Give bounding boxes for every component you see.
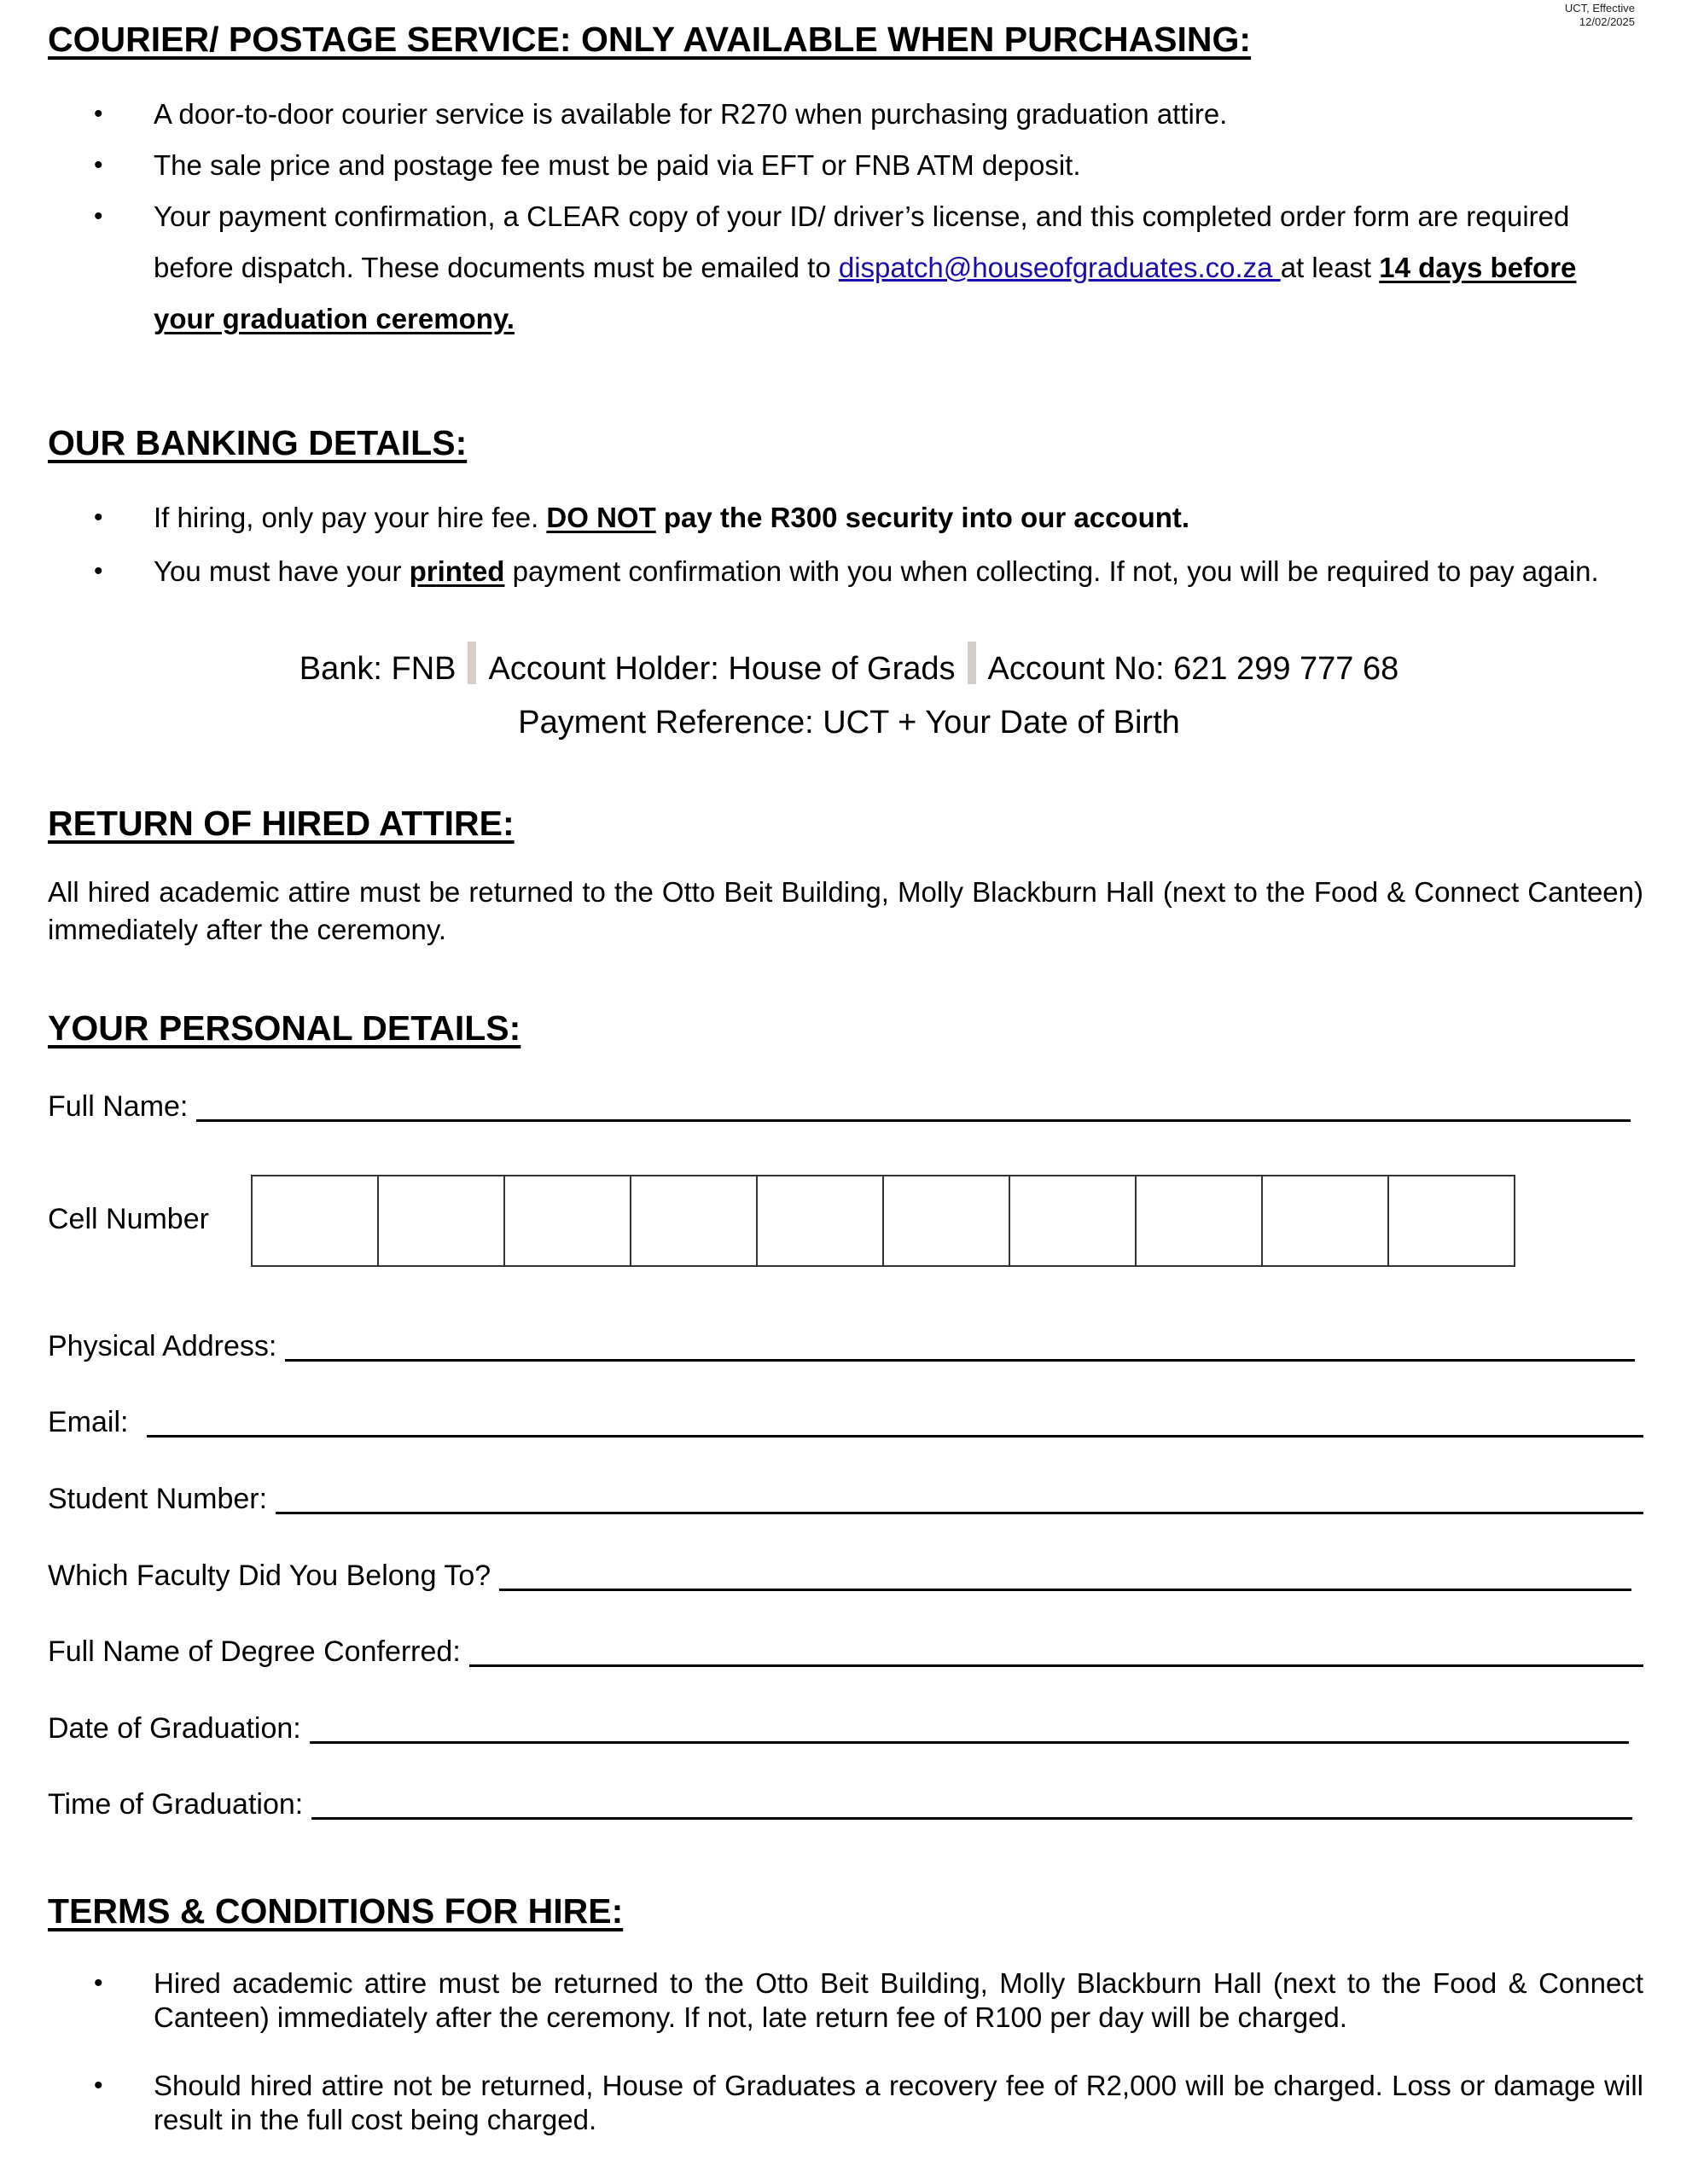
- cell-digit-box[interactable]: [1387, 1175, 1515, 1267]
- graduation-time-label: Time of Graduation:: [48, 1788, 304, 1821]
- banking-heading: OUR BANKING DETAILS:: [48, 423, 468, 462]
- cell-number-label: Cell Number: [48, 1203, 209, 1235]
- student-number-field[interactable]: [48, 1483, 1643, 1516]
- cell-digit-box[interactable]: [251, 1175, 379, 1267]
- printed-text: printed: [409, 555, 505, 587]
- courier-item-2: • The sale price and postage fee must be paid via EFT or FNB ATM deposit.: [154, 140, 1643, 191]
- cell-digit-box[interactable]: [1009, 1175, 1137, 1267]
- account-number: Account No: 621 299 777 68: [987, 651, 1399, 687]
- cell-digit-box[interactable]: [630, 1175, 758, 1267]
- separator-bar: [968, 642, 976, 684]
- email-label: Email:: [48, 1406, 129, 1438]
- banking-item-2: • You must have your printed payment confirmation with you when collecting. If not, you will be required to pay again.: [154, 544, 1643, 598]
- terms-item-1: • Hired academic attire must be returned to the Otto Beit Building, Molly Blackburn Hall (next to the Food & Connect Canteen) immediately after the ceremony. If not, late return fee of R100 per day will be charged.: [94, 1967, 1643, 2033]
- bank-name: Bank: FNB: [299, 651, 456, 687]
- cell-digit-box[interactable]: [1261, 1175, 1389, 1267]
- deadline-text: 14 days before your graduation ceremony.: [154, 252, 1577, 334]
- terms-item-2: • Should hired attire not be returned, House of Graduates a recovery fee of R2,000 will be charged. Loss or damage will result in the full cost being charged.: [94, 2070, 1643, 2135]
- faculty-field[interactable]: [48, 1560, 1631, 1593]
- cell-digit-box[interactable]: [1135, 1175, 1263, 1267]
- terms-heading: TERMS & CONDITIONS FOR HIRE:: [48, 1891, 624, 1931]
- physical-address-field[interactable]: [48, 1330, 1635, 1363]
- bullet-icon: •: [94, 2071, 103, 2100]
- bullet-icon: •: [94, 557, 103, 585]
- cell-digit-box[interactable]: [882, 1175, 1010, 1267]
- dispatch-email-link[interactable]: dispatch@houseofgraduates.co.za: [838, 252, 1281, 283]
- faculty-label: Which Faculty Did You Belong To?: [48, 1560, 491, 1592]
- bullet-icon: •: [94, 1969, 103, 1997]
- full-name-line[interactable]: [196, 1102, 1631, 1122]
- cell-number-boxes[interactable]: [253, 1175, 1515, 1267]
- degree-label: Full Name of Degree Conferred:: [48, 1635, 461, 1668]
- faculty-line[interactable]: [499, 1571, 1631, 1591]
- graduation-date-field[interactable]: [48, 1712, 1629, 1745]
- student-number-line[interactable]: [276, 1495, 1643, 1514]
- courier-list: [94, 89, 1643, 345]
- full-name-field[interactable]: [48, 1090, 1631, 1124]
- effective-date: 12/02/2025: [1579, 15, 1635, 28]
- cell-digit-box[interactable]: [756, 1175, 884, 1267]
- bank-details-line: [0, 642, 1698, 688]
- graduation-time-line[interactable]: [311, 1800, 1632, 1820]
- degree-line[interactable]: [469, 1647, 1643, 1667]
- email-line[interactable]: [147, 1418, 1643, 1438]
- bullet-icon: •: [94, 100, 103, 128]
- payment-reference: Payment Reference: UCT + Your Date of Birth: [518, 705, 1180, 741]
- student-number-label: Student Number:: [48, 1483, 268, 1515]
- effective-date-note: [1565, 2, 1635, 29]
- email-field[interactable]: [48, 1406, 1643, 1439]
- courier-heading: COURIER/ POSTAGE SERVICE: ONLY AVAILABLE WHEN PURCHASING:: [48, 20, 1252, 59]
- banking-list: [94, 491, 1643, 598]
- cell-digit-box[interactable]: [503, 1175, 631, 1267]
- physical-address-line[interactable]: [285, 1342, 1635, 1362]
- bullet-icon: •: [94, 151, 103, 179]
- graduation-date-line[interactable]: [310, 1724, 1629, 1744]
- courier-item-3: • Your payment confirmation, a CLEAR copy of your ID/ driver’s license, and this completed order form are required before dispatch. These documents must be emailed to dispatch@houseofgraduates.co.za at least 14 days before your graduation ceremony.: [154, 191, 1643, 345]
- terms-list: [94, 1966, 1643, 2137]
- physical-address-label: Physical Address:: [48, 1330, 277, 1362]
- bullet-icon: •: [94, 503, 103, 531]
- courier-item-1: • A door-to-door courier service is available for R270 when purchasing graduation attire.: [154, 89, 1643, 140]
- account-holder: Account Holder: House of Grads: [488, 651, 956, 687]
- return-heading: RETURN OF HIRED ATTIRE:: [48, 804, 515, 843]
- personal-heading: YOUR PERSONAL DETAILS:: [48, 1008, 521, 1048]
- return-text: All hired academic attire must be returned to the Otto Beit Building, Molly Blackburn Hall (next to the Food & Connect Canteen) immediately after the ceremony.: [48, 876, 1643, 945]
- graduation-time-field[interactable]: [48, 1788, 1632, 1821]
- banking-item-1: • If hiring, only pay your hire fee. DO NOT pay the R300 security into our account.: [154, 491, 1643, 544]
- effective-label: UCT, Effective: [1564, 2, 1635, 15]
- degree-field[interactable]: [48, 1635, 1643, 1669]
- full-name-label: Full Name:: [48, 1090, 189, 1123]
- cell-digit-box[interactable]: [377, 1175, 505, 1267]
- do-not-text: DO NOT: [546, 502, 656, 533]
- bullet-icon: •: [94, 202, 103, 230]
- separator-bar: [468, 642, 476, 684]
- graduation-date-label: Date of Graduation:: [48, 1712, 301, 1745]
